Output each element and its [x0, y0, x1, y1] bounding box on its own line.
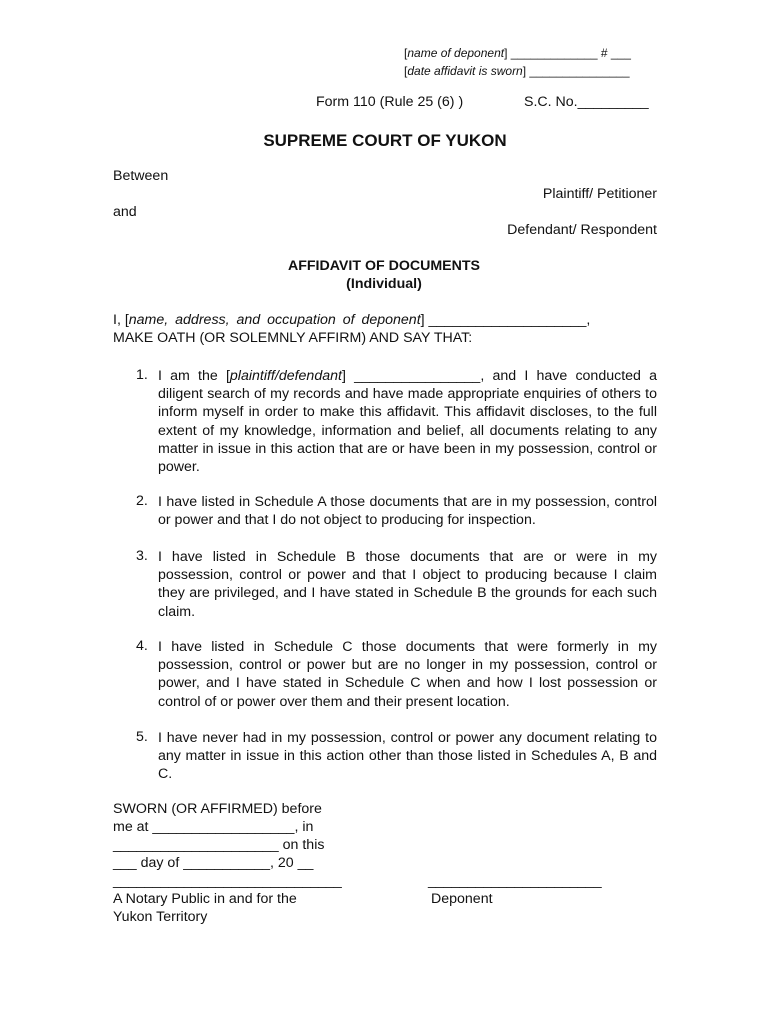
document-title: AFFIDAVIT OF DOCUMENTS — [287, 258, 481, 274]
between-label: Between — [113, 168, 169, 184]
document-subtitle: (Individual) — [346, 276, 422, 292]
sc-number: S.C. No._________ — [524, 94, 649, 110]
paragraph-1: I am the [plaintiff/defendant] ________________, and I have conducted a diligent search of my records and have made appropriate enquiries of others to inform myself in order to make this affidavit. This affidavit discloses, to the full extent of my knowledge, information and belief, all documents relating to any matter in issue in this action that are or have been in my possession, control or power. — [158, 368, 657, 476]
notary-signature-line: _____________________________ — [113, 873, 342, 889]
paragraph-2: I have listed in Schedule A those documents that are in my possession, control or power and that I do not object to producing for inspection. — [158, 494, 657, 529]
deponent-name-line: [name of deponent] _____________ # ___ — [404, 46, 631, 60]
and-label: and — [113, 204, 137, 220]
form-number: Form 110 (Rule 25 (6) ) — [316, 94, 464, 110]
plaintiff-label: Plaintiff/ Petitioner — [542, 186, 657, 202]
sworn-line-1: SWORN (OR AFFIRMED) before — [113, 801, 322, 817]
notary-label-1: A Notary Public in and for the — [113, 891, 297, 907]
defendant-label: Defendant/ Respondent — [507, 222, 657, 238]
item-number: 3. — [136, 548, 148, 564]
court-title: SUPREME COURT OF YUKON — [263, 131, 507, 150]
oath-statement: MAKE OATH (OR SOLEMNLY AFFIRM) AND SAY THAT: — [113, 330, 473, 346]
paragraph-5: I have never had in my possession, control or power any document relating to any matter in issue in this action other than those listed in Schedules A, B and C. — [158, 730, 657, 783]
paragraph-3: I have listed in Schedule B those documents that are or were in my possession, control or power and that I object to producing because I claim they are privileged, and I have stated in Schedule B the grounds for each such claim. — [158, 549, 657, 620]
deponent-signature-line: ______________________ — [428, 873, 602, 889]
sworn-line-3: _____________________ on this — [113, 837, 325, 853]
item-number: 2. — [136, 493, 148, 509]
item-number: 4. — [136, 638, 148, 654]
sworn-line-2: me at __________________, in — [113, 819, 314, 835]
item-number: 5. — [136, 729, 148, 745]
sworn-line-4: ___ day of ___________, 20 __ — [113, 855, 314, 871]
sworn-date-line: [date affidavit is sworn] _______________ — [404, 64, 630, 78]
deponent-intro-line: I, [name, address, and occupation of deponent] ____________________, — [113, 312, 591, 328]
item-number: 1. — [136, 367, 148, 383]
notary-label-2: Yukon Territory — [113, 909, 208, 925]
deponent-label: Deponent — [431, 891, 493, 907]
paragraph-4: I have listed in Schedule C those documents that were formerly in my possession, control or power but are no longer in my possession, control or power, and I have stated in Schedule C when and how I lost possession or control of or power over them and their present location. — [158, 639, 657, 710]
